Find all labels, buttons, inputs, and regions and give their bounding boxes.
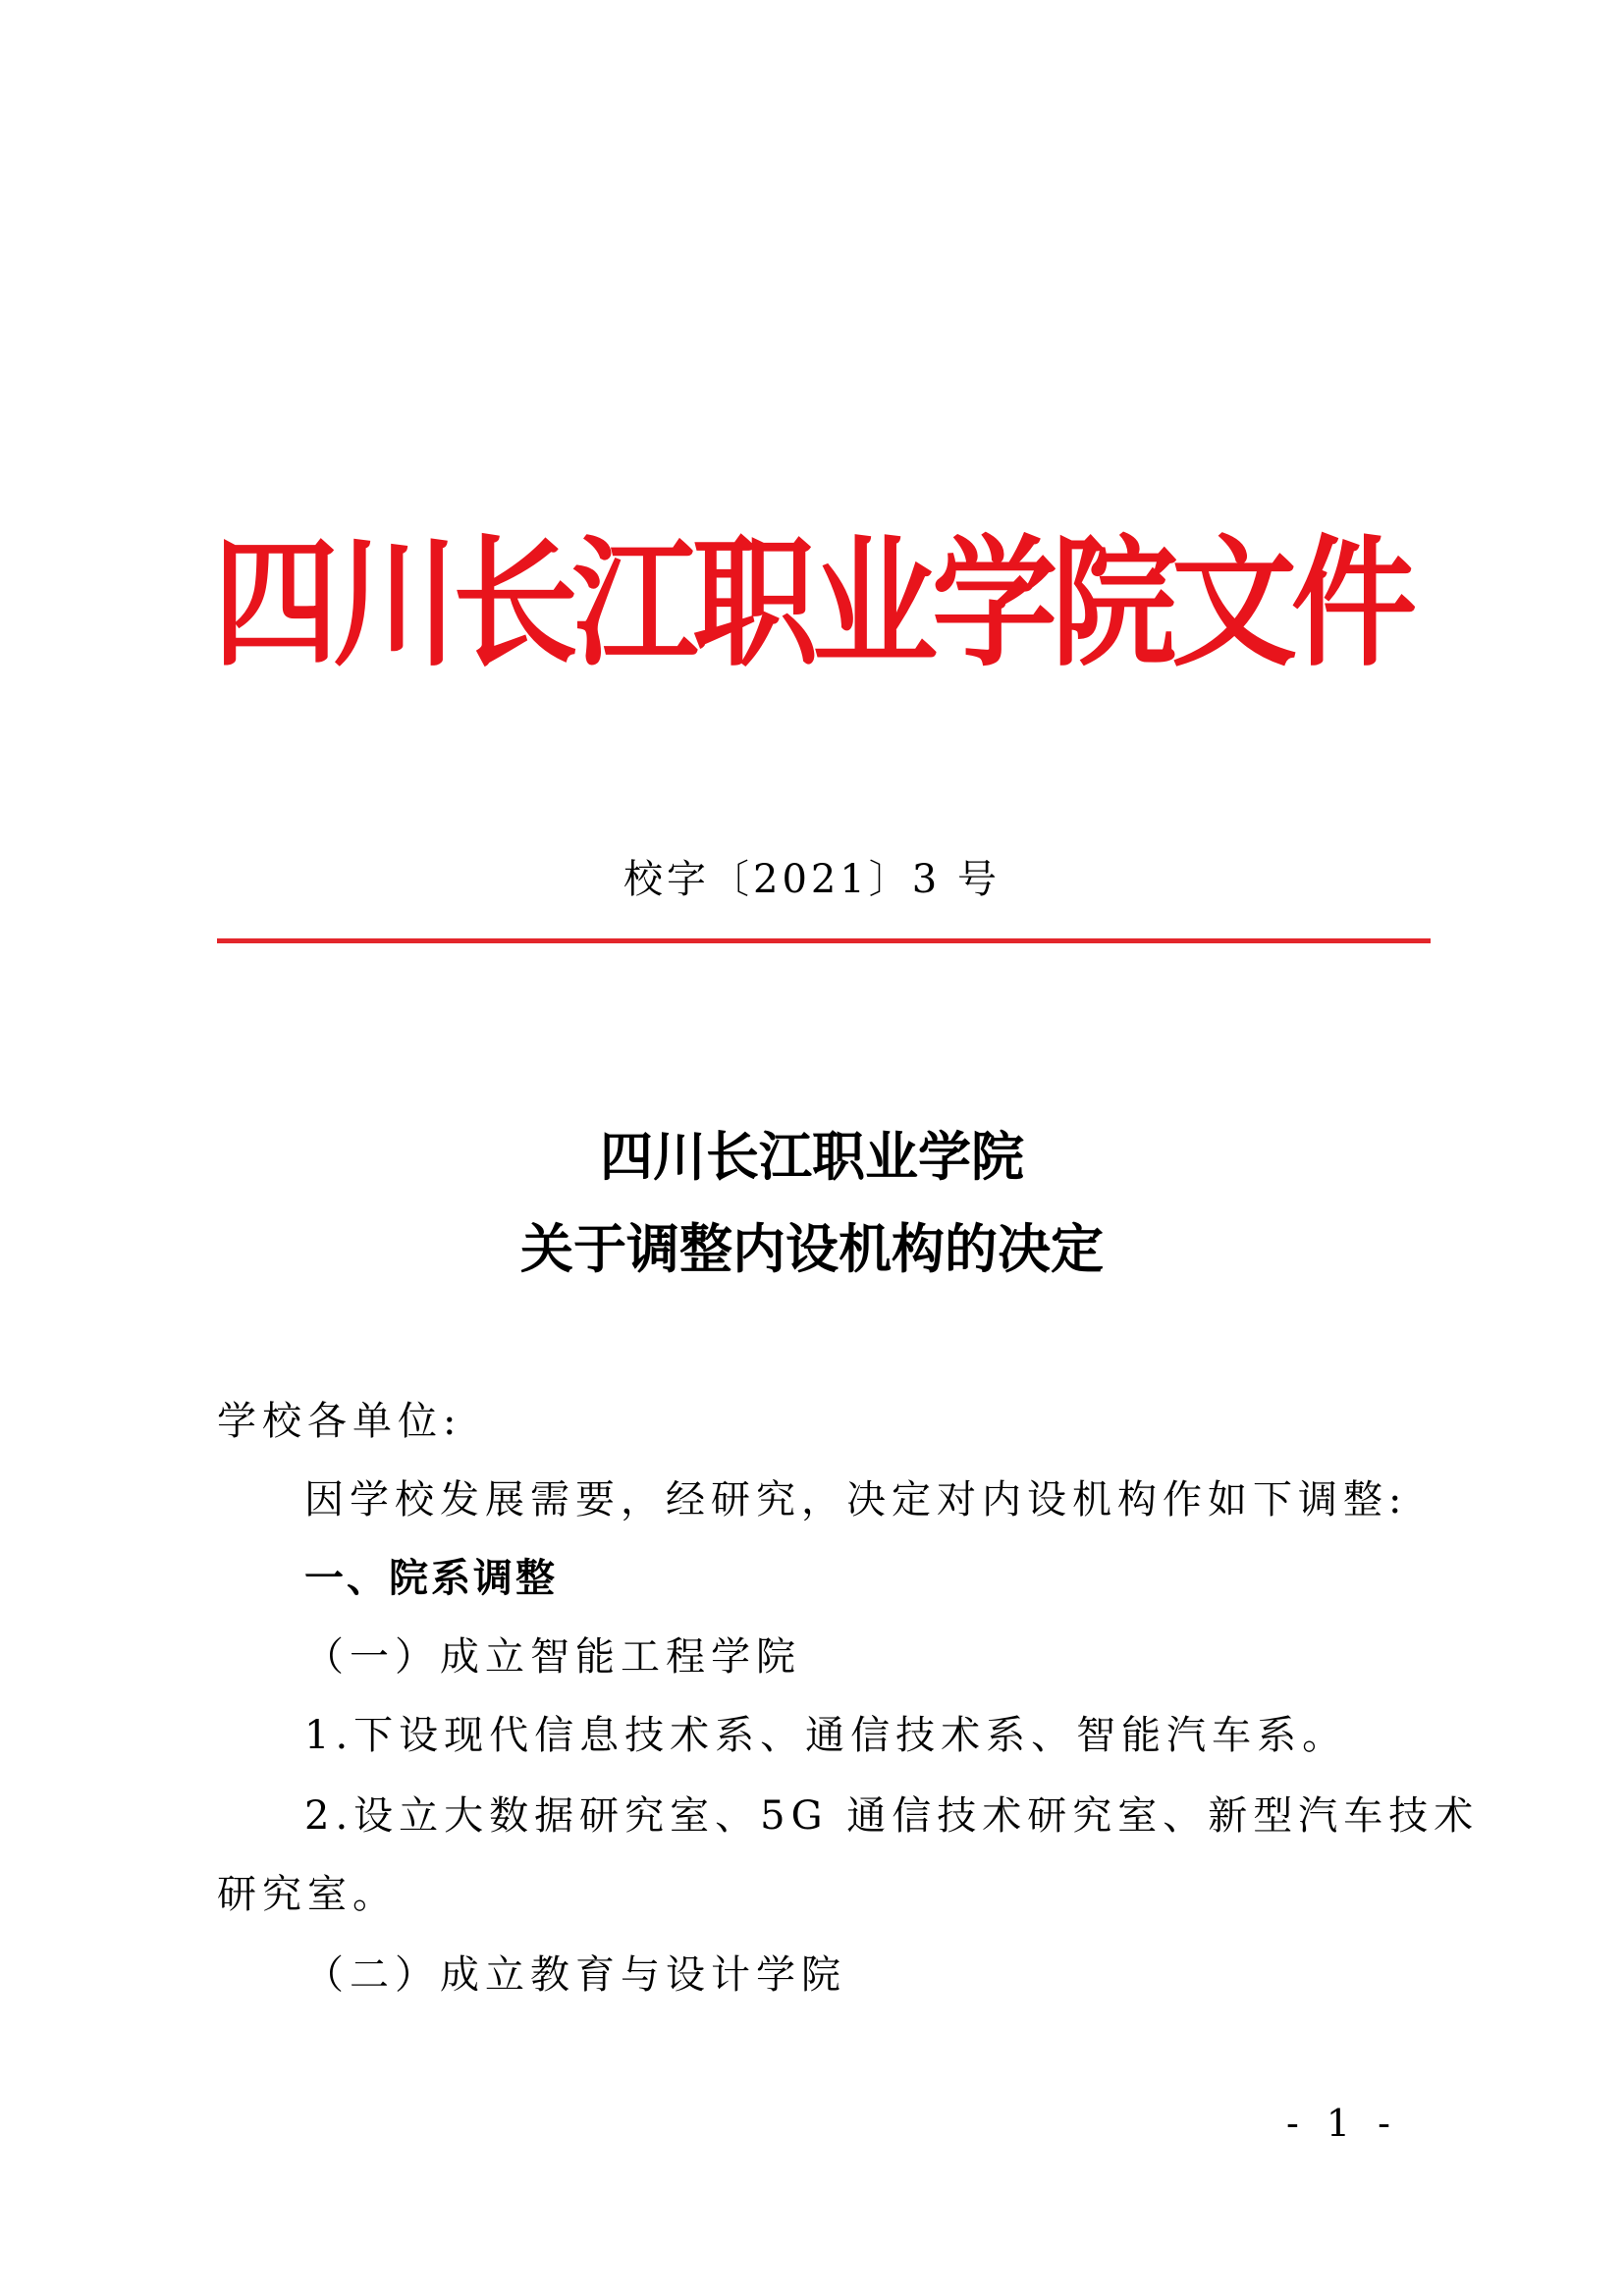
list-item-continuation: 研究室。 xyxy=(217,1872,398,1917)
intro-paragraph: 因学校发展需要，经研究，决定对内设机构作如下调整: xyxy=(304,1477,1408,1522)
masthead-title: 四川长江职业学院文件 xyxy=(212,521,1411,687)
page-number: - 1 - xyxy=(1286,2102,1399,2145)
salutation: 学校各单位: xyxy=(217,1399,462,1444)
subsection-heading: （一）成立智能工程学院 xyxy=(304,1634,801,1680)
document-title-line-2: 关于调整内设机构的决定 xyxy=(520,1217,1104,1280)
section-heading: 一、院系调整 xyxy=(304,1556,558,1601)
document-number: 校字〔2021〕3 号 xyxy=(623,857,1001,902)
list-item: 2.设立大数据研究室、5G 通信技术研究室、新型汽车技术 xyxy=(304,1793,1480,1839)
document-title-line-1: 四川长江职业学院 xyxy=(600,1125,1024,1188)
subsection-heading: （二）成立教育与设计学院 xyxy=(304,1952,846,1998)
red-separator-rule xyxy=(217,938,1431,943)
list-item: 1.下设现代信息技术系、通信技术系、智能汽车系。 xyxy=(304,1713,1348,1758)
